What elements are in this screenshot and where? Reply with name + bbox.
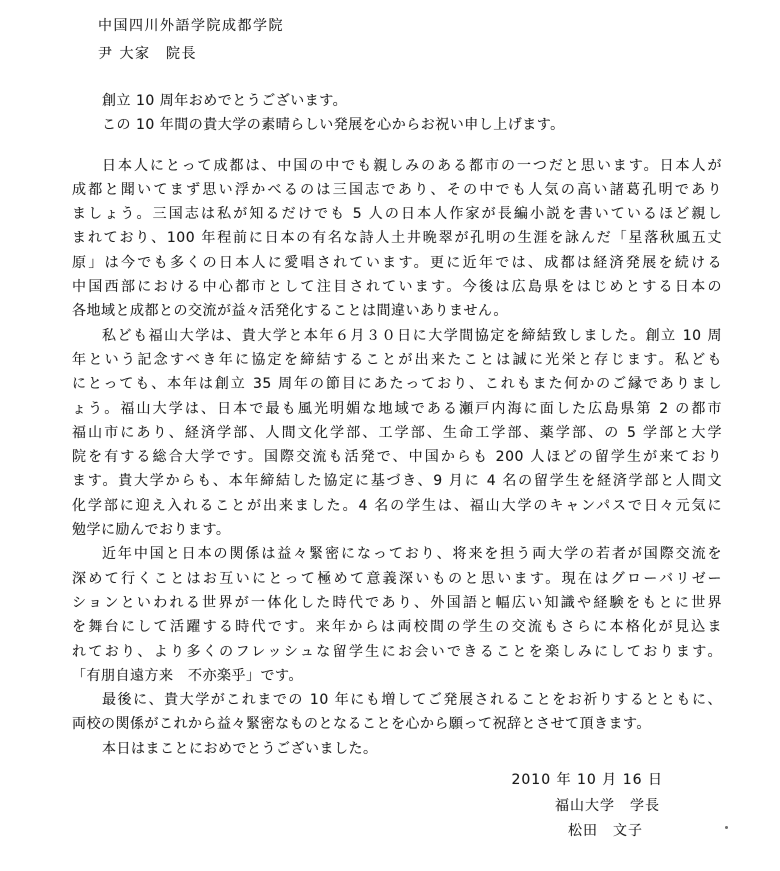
letter-text-line: にとっても、本年は創立 35 周年の節目にあたっており、これもまた何かのご縁でありまし [72,376,722,393]
letter-text-line: 各地域と成都との交流が益々活発化することは間違いありません。 [72,303,508,320]
letter-text-line: 最後に、貴大学がこれまでの 10 年にも増してご発展されることをお祈りするとともに、 [102,692,722,709]
recipient-organization: 中国四川外語学院成都学院 [98,18,284,34]
letter-text-line: 深めて行くことはお互いにとって極めて意義深いものと思います。現在はグローバリゼー [72,570,722,587]
letter-text-line: ましょう。三国志は私が知るだけでも 5 人の日本人作家が長編小説を書いているほど親し [72,206,722,223]
letter-text-line: 両校の関係がこれから益々緊密なものとなることを心から願って祝辞とさせて頂きます。 [72,716,651,733]
letter-text-line: 原」は今でも多くの日本人に愛唱されています。更に近年では、成都は経済発展を続ける [72,254,722,271]
letter-text-line: ます。貴大学からも、本年締結した協定に基づき、9 月に 4 名の留学生を経済学部と人間文 [72,473,722,490]
letter-text-line: ションといわれる世界が一体化した時代であり、外国語と幅広い知識や経験をもとに世界 [72,594,722,611]
signer-name: 松田 文子 [568,823,643,840]
letter-text-line: 私ども福山大学は、貴大学と本年６月３０日に大学間協定を締結致しました。創立 10 周 [102,327,722,344]
letter-text-line: 本日はまことにおめでとうございました。 [102,740,378,757]
letter-text-line: を舞台にして活躍する時代です。来年からは両校間の学生の交流もさらに本格化が見込ま [72,619,722,636]
letter-text-line: 中国西部における中心都市として注目されています。今後は広島県をはじめとする日本の [72,279,722,296]
letter-body [72,154,722,761]
letter-text-line: 「有朋自遠方来 不亦楽乎」です。 [72,667,303,684]
letter-date: 2010 年 10 月 16 日 [511,772,663,789]
signer-title: 福山大学 学長 [555,797,660,814]
letter-text-line: 年という記念すべき年に協定を締結することが出来たことは誠に光栄と存じます。私ども [72,351,722,368]
recipient-block [72,12,722,68]
letter-text-line: れており、より多くのフレッシュな留学生にお会いできることを楽しみにしております。 [72,643,722,660]
letter-text-line: まれており、100 年程前に日本の有名な詩人土井晩翠が孔明の生涯を詠んだ「星落秋風五丈 [72,230,722,247]
letter-text-line: ょう。福山大学は、日本で最も風光明媚な地域である瀬戸内海に面した広島県第 2 の都市 [72,400,722,417]
letter-text-line: この 10 年間の貴大学の素晴らしい発展を心からお祝い申し上げます。 [102,117,565,134]
letter-text-line: 院を有する総合大学です。国際交流も活発で、中国からも 200 人ほどの留学生が来ており [72,449,722,466]
closing-block [72,768,722,845]
letter-text-line: 勉学に励んでおります。 [72,522,231,539]
letter-text-line: 日本人にとって成都は、中国の中でも親しみのある都市の一つだと思います。日本人が [102,157,722,174]
letter-text-line: 福山市にあり、経済学部、人間文化学部、工学部、生命工学部、薬学部、の 5 学部と大学 [72,424,722,441]
letter-text-line: 化学部に迎え入れることが出来ました。4 名の学生は、福山大学のキャンパスで日々元気に [72,497,722,514]
scan-artifact-dot [725,826,728,829]
recipient-person: 尹 大家 院長 [98,46,197,62]
greeting-block [72,89,722,138]
letter-text-line: 創立 10 周年おめでとうございます。 [102,93,348,109]
letter-text-line: 近年中国と日本の関係は益々緊密になっており、将来を担う両大学の若者が国際交流を [102,546,722,563]
letter-text-line: 成都と聞いてまず思い浮かべるのは三国志であり、その中でも人気の高い諸葛孔明であり [72,181,722,198]
